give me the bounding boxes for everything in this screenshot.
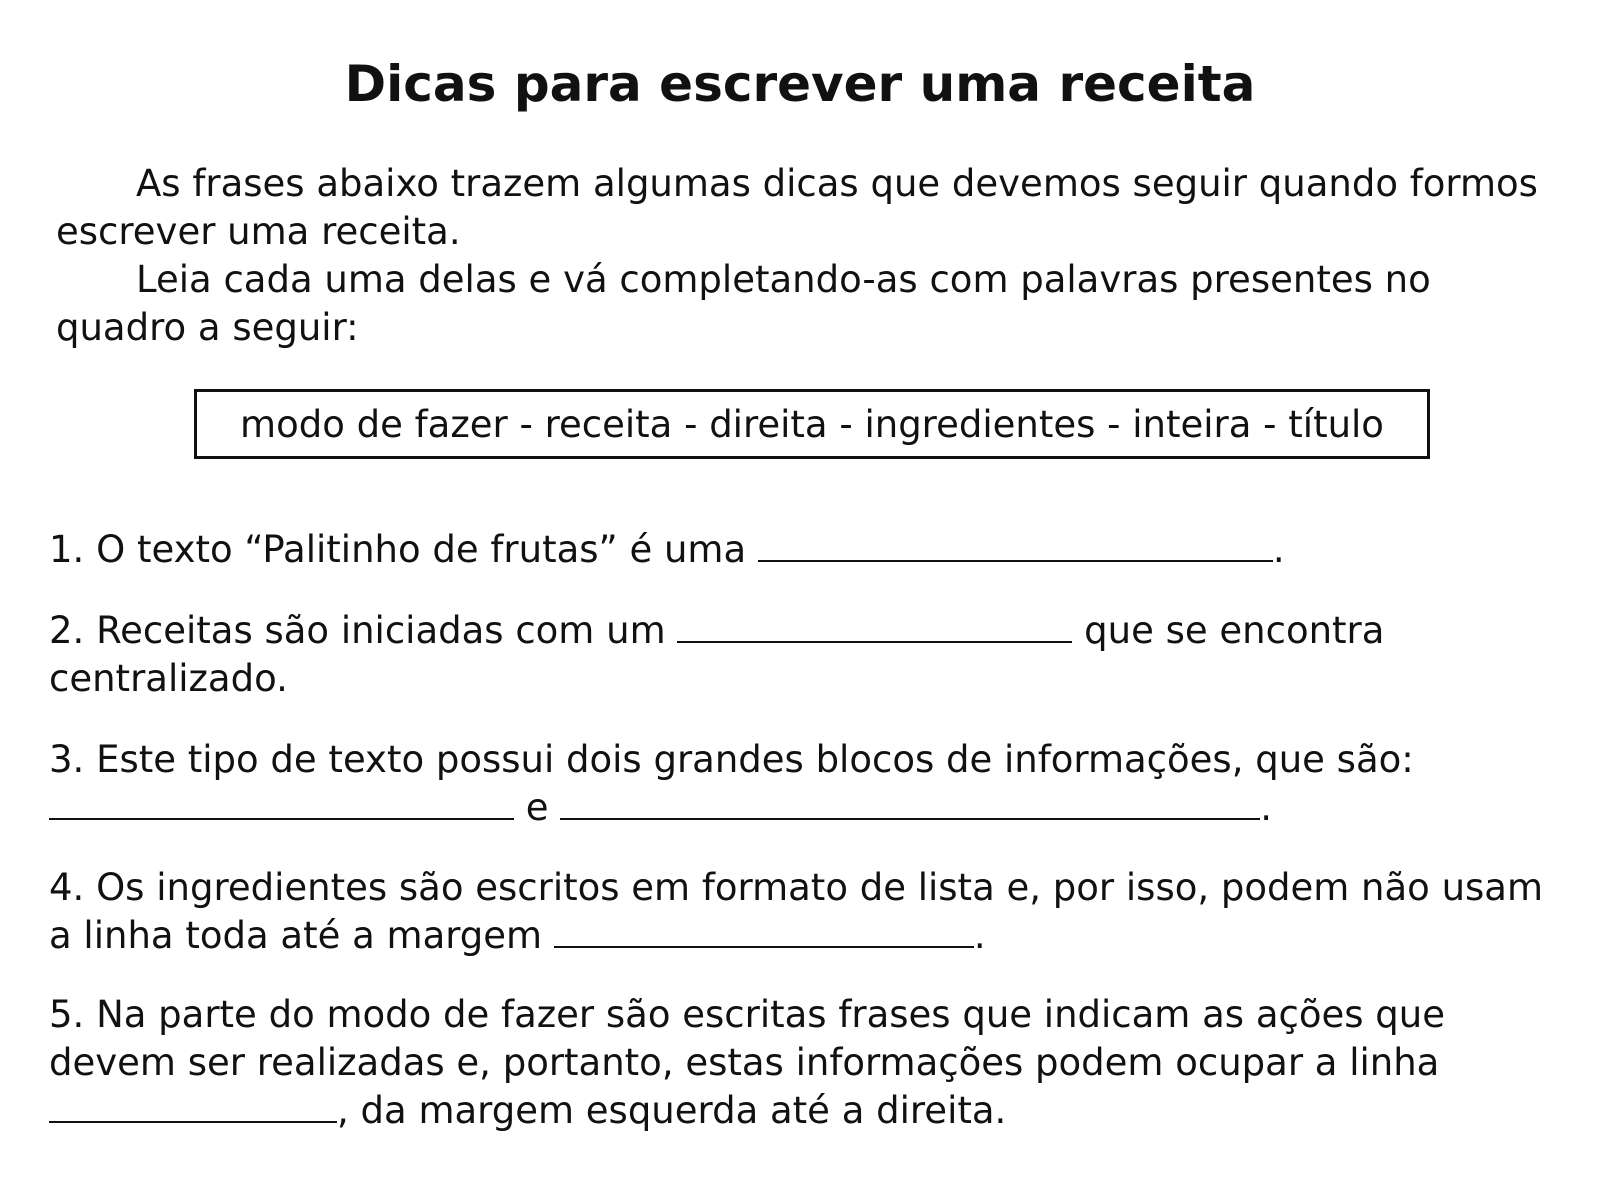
answer-blank-4[interactable] <box>554 912 974 948</box>
question-2-text: 2. Receitas são iniciadas com um <box>49 609 666 652</box>
word-bank-text: modo de fazer - receita - direita - ingredientes - inteira - título <box>240 402 1384 446</box>
question-4 <box>49 864 1569 960</box>
question-3-conjunction: e <box>525 786 549 829</box>
question-5-text: 5. Na parte do modo de fazer são escritas frases que indicam as ações que devem ser realizadas e, portanto, estas informações podem ocupar a linha <box>49 993 1445 1084</box>
answer-blank-1[interactable] <box>758 526 1273 562</box>
answer-blank-5[interactable] <box>49 1087 337 1123</box>
question-5 <box>49 991 1569 1135</box>
question-5-end: , da margem esquerda até a direita. <box>337 1089 1007 1132</box>
question-4-text: 4. Os ingredientes são escritos em formato de lista e, por isso, podem não usam a linha toda até a margem <box>49 866 1544 957</box>
question-2 <box>49 607 1569 703</box>
question-3-text: 3. Este tipo de texto possui dois grandes blocos de informações, que são: <box>49 738 1414 781</box>
question-3 <box>49 736 1569 832</box>
intro-paragraph-2: Leia cada uma delas e vá completando-as com palavras presentes no quadro a seguir: <box>56 258 1431 349</box>
question-2-end: que se encontra centralizado. <box>49 609 1385 700</box>
intro-paragraph-1: As frases abaixo trazem algumas dicas que devemos seguir quando formos escrever uma receita. <box>56 162 1538 253</box>
word-bank-box <box>194 389 1430 459</box>
intro-text <box>56 160 1556 352</box>
question-3-end: . <box>1260 786 1273 829</box>
question-4-end: . <box>973 914 986 957</box>
answer-blank-3b[interactable] <box>560 784 1260 820</box>
question-1 <box>49 526 1569 574</box>
question-1-text: 1. O texto “Palitinho de frutas” é uma <box>49 528 747 571</box>
answer-blank-2[interactable] <box>677 607 1072 643</box>
page-title: Dicas para escrever uma receita <box>344 55 1256 113</box>
question-1-end: . <box>1272 528 1285 571</box>
answer-blank-3a[interactable] <box>49 784 514 820</box>
